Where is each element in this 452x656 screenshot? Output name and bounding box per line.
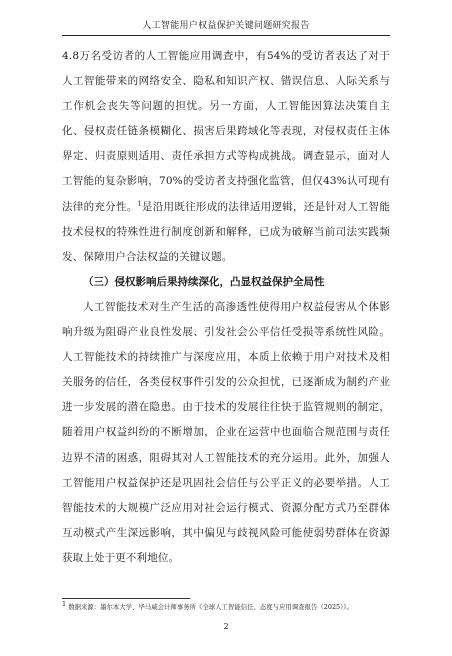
- footnote-marker: 1: [62, 599, 67, 608]
- paragraph-survey-text: 4.8万名受访者的人工智能应用调查中，有54%的受访者表达了对于人工智能带来的网络安全、隐私和知识产权、错误信息、人际关系与工作机会丧失等问题的担忧。另一方面，人工智能因算法决策自主化、侵权责任链条模糊化、损害后果跨域化等表现，对侵权责任主体界定、归责原则适用、责任承担方式等构成挑战。调查显示，面对人工智能的复杂影响，70%的受访者支持强化监管，但仅43%认可现有法律的充分性。: [62, 50, 390, 213]
- footnote-text: 数据来源：墨尔本大学、毕马威会计师事务所《全球人工智能信任、态度与应用调查报告（2025）》。: [68, 603, 353, 611]
- paragraph-survey: [62, 44, 390, 270]
- body-text: [62, 44, 390, 571]
- section-heading: （三）侵权影响后果持续深化，凸显权益保护全局性: [83, 275, 325, 288]
- paragraph-impact: 人工智能技术对生产生活的高渗透性使得用户权益侵害从个体影响升级为阻碍产业良性发展、引发社会公平信任受损等系统性风险。人工智能技术的持续推广与深度应用，本质上依赖于用户对技术及相关服务的信任，各类侵权事件引发的公众担忧，已逐渐成为制约产业进一步发展的潜在隐患。由于技术的发展往往快于监管规则的制定，随着用户权益纠纷的不断增加，企业在运营中也面临合规范围与责任边界不清的困惑，阻碍其对人工智能技术的充分运用。此外，加强人工智能用户权益保护还是巩固社会信任与公平正义的必要举措。人工智能技术的大规模广泛应用对社会运行模式、资源分配方式乃至群体互动模式产生深远影响，其中偏见与歧视风险可能使弱势群体在资源获取上处于更不利地位。: [62, 300, 390, 564]
- footnote: [62, 599, 412, 612]
- page-number: 2: [223, 622, 229, 631]
- footnote-divider: [62, 598, 190, 599]
- running-header: 人工智能用户权益保护关键问题研究报告: [62, 18, 390, 36]
- footnote-reference[interactable]: 1: [137, 199, 142, 208]
- paragraph-survey-tail: 是沿用既往形成的法律适用逻辑，还是针对人工智能技术侵权的特殊性进行制度创新和解释，已成为破解当前司法实践频发、保障用户合法权益的关键议题。: [62, 200, 390, 263]
